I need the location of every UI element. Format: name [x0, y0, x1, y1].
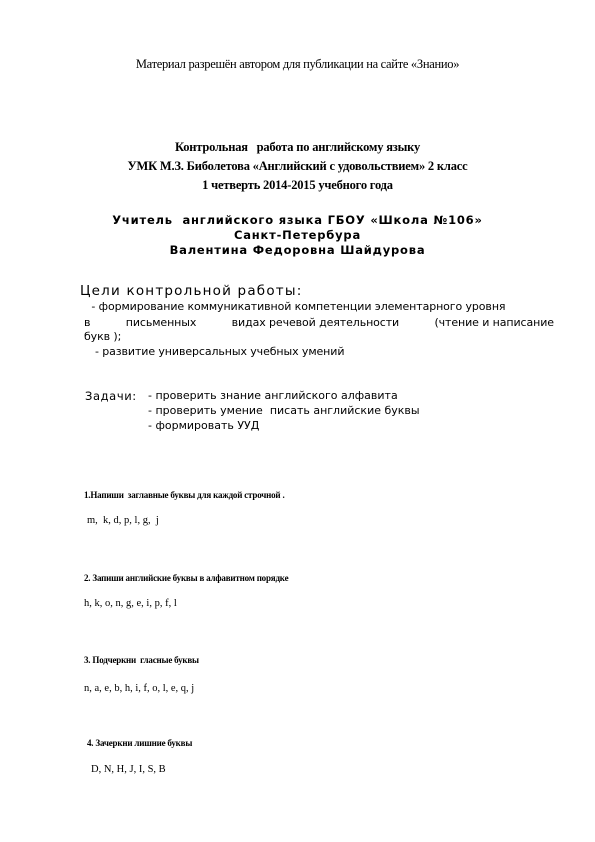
task-item-1: - проверить знание английского алфавита — [148, 389, 398, 402]
goal-word: видах речевой деятельности — [231, 316, 400, 329]
exercise-3-question: 3. Подчеркни гласные буквы — [84, 655, 199, 665]
exercise-3-letters: n, a, e, b, h, i, f, o, l, e, q, j — [84, 683, 195, 694]
teacher-line-1: Учитель английского языка ГБОУ «Школа №106» — [112, 213, 483, 227]
exercise-1-question: 1.Напиши заглавные буквы для каждой строчной . — [84, 490, 285, 500]
goal-item-2: - развитие универсальных учебных умений — [95, 345, 345, 358]
exercise-4-question: 4. Зачеркни лишние буквы — [87, 738, 193, 748]
teacher-line-3: Валентина Федоровна Шайдурова — [169, 243, 426, 257]
goal-word: в — [84, 316, 91, 329]
goal-item-1: - формирование коммуникативной компетенции элементарного урoвня — [88, 300, 506, 313]
document-title-line-1: Контрольная работа по английскому языку — [174, 140, 421, 154]
exercise-2-question: 2. Запиши английские буквы в алфавитном порядке — [84, 573, 289, 583]
goal-item-1-end: букв ); — [84, 330, 122, 343]
task-item-2: - проверить умение писать английские буквы — [148, 404, 420, 417]
goal-word: письменных — [125, 316, 197, 329]
exercise-2-letters: h, k, o, n, g, e, i, p, f, l — [84, 598, 177, 609]
exercise-1-letters: m, k, d, p, l, g, j — [87, 515, 159, 526]
goal-word: (чтение и написание — [434, 316, 554, 329]
task-item-3: - формировать УУД — [148, 419, 260, 432]
teacher-line-2: Санкт-Петербура — [233, 228, 362, 242]
goal-item-1-continued — [84, 316, 554, 329]
document-title-line-3: 1 четверть 2014-2015 учебного года — [202, 178, 393, 192]
exercise-4-letters: D, N, H, J, I, S, B — [91, 764, 166, 775]
tasks-label: Задачи: — [85, 389, 137, 403]
document-title-line-2: УМК М.З. Биболетова «Английский с удовольствием» 2 класс — [127, 159, 468, 173]
goals-heading: Цели контрольной работы: — [80, 283, 303, 299]
publication-notice: Материал разрешён автором для публикации на сайте «Знанио» — [135, 57, 460, 71]
